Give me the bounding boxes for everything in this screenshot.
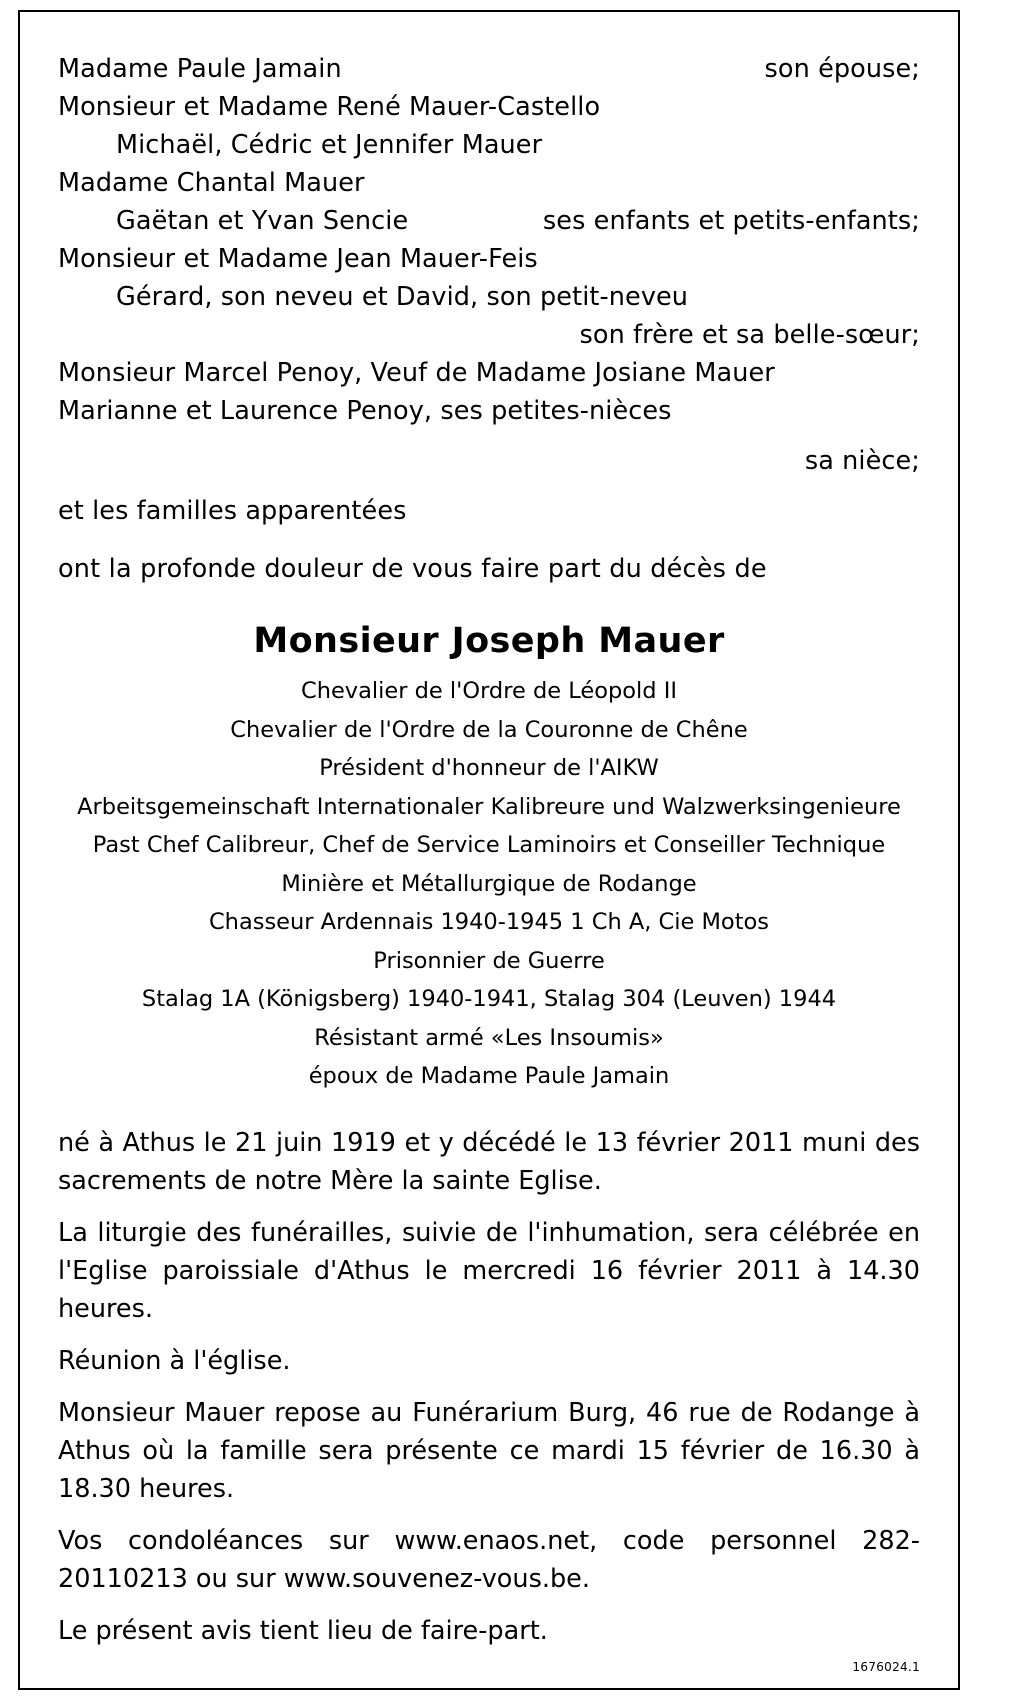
family-row (58, 492, 920, 530)
spacer (58, 480, 920, 492)
family-list (58, 50, 920, 530)
family-member: Monsieur et Madame Jean Mauer-Feis (58, 244, 538, 274)
family-member: Michaël, Cédric et Jennifer Mauer (116, 130, 543, 160)
family-row (58, 354, 920, 392)
title-line: Chevalier de l'Ordre de Léopold II (300, 678, 677, 704)
family-row (58, 164, 920, 202)
card-inner (58, 50, 920, 1678)
family-member: Monsieur et Madame René Mauer-Castello (58, 92, 601, 122)
body-paragraph: Réunion à l'église. (58, 1345, 291, 1376)
family-relation: ses enfants et petits-enfants; (542, 206, 920, 236)
family-member: et les familles apparentées (58, 496, 407, 526)
family-member: Madame Chantal Mauer (58, 168, 365, 198)
title-line: Prisonnier de Guerre (373, 947, 605, 974)
deceased-block (58, 618, 920, 664)
family-member: Gérard, son neveu et David, son petit-neveu (116, 282, 689, 312)
family-relation: son frère et sa belle-sœur; (579, 320, 920, 350)
body-text (58, 1124, 920, 1650)
body-paragraph: La liturgie des funérailles, suivie de l'inhumation, sera célébrée en l'Eglise paroissiale d'Athus le mercredi 16 février 2011 à 14.30 heures. (58, 1217, 920, 1324)
family-member: Gaëtan et Yvan Sencie (116, 206, 409, 236)
title-line: Arbeitsgemeinschaft Internationaler Kalibreure und Walzwerksingenieure (77, 793, 901, 820)
spacer (58, 430, 920, 442)
title-line: Minière et Métallurgique de Rodange (281, 870, 697, 897)
family-row (58, 392, 920, 430)
reference-number: 1676024.1 (852, 1660, 920, 1674)
announcement-card (18, 10, 960, 1690)
deceased-titles (58, 672, 920, 1096)
body-paragraph: Vos condoléances sur www.enaos.net, code personnel 282-20110213 ou sur www.souvenez-vous.be. (58, 1525, 920, 1594)
family-row (58, 278, 920, 316)
body-paragraph: Le présent avis tient lieu de faire-part. (58, 1615, 548, 1646)
title-line: Stalag 1A (Königsberg) 1940-1941, Stalag 304 (Leuven) 1944 (141, 986, 837, 1012)
family-row (58, 126, 920, 164)
family-relation-row (58, 442, 920, 480)
body-paragraph: né à Athus le 21 juin 1919 et y décédé le 13 février 2011 muni des sacrements de notre Mère la sainte Eglise. (58, 1127, 920, 1196)
family-relation: sa nièce; (804, 446, 920, 476)
family-member: Monsieur Marcel Penoy, Veuf de Madame Josiane Mauer (58, 358, 775, 388)
family-member: Marianne et Laurence Penoy, ses petites-nièces (58, 396, 672, 426)
family-row (58, 50, 920, 88)
family-row (58, 202, 920, 240)
body-paragraph: Monsieur Mauer repose au Funérarium Burg, 46 rue de Rodange à Athus où la famille sera présente ce mardi 15 février de 16.30 à 18.30 heures. (58, 1397, 920, 1504)
family-relation: son épouse; (764, 54, 920, 84)
family-row (58, 88, 920, 126)
family-relation-row (58, 316, 920, 354)
title-line: Past Chef Calibreur, Chef de Service Laminoirs et Conseiller Technique (92, 832, 886, 858)
title-line: Chevalier de l'Ordre de la Couronne de Chêne (230, 716, 748, 743)
announcement-line: ont la profonde douleur de vous faire part du décès de (58, 554, 767, 584)
title-line: époux de Madame Paule Jamain (308, 1063, 670, 1089)
title-line: Résistant armé «Les Insoumis» (314, 1024, 664, 1051)
title-line: Président d'honneur de l'AIKW (319, 755, 659, 781)
family-row (58, 240, 920, 278)
deceased-name: Monsieur Joseph Mauer (253, 621, 725, 661)
family-member: Madame Paule Jamain (58, 54, 342, 84)
title-line: Chasseur Ardennais 1940-1945 1 Ch A, Cie Motos (208, 909, 770, 935)
